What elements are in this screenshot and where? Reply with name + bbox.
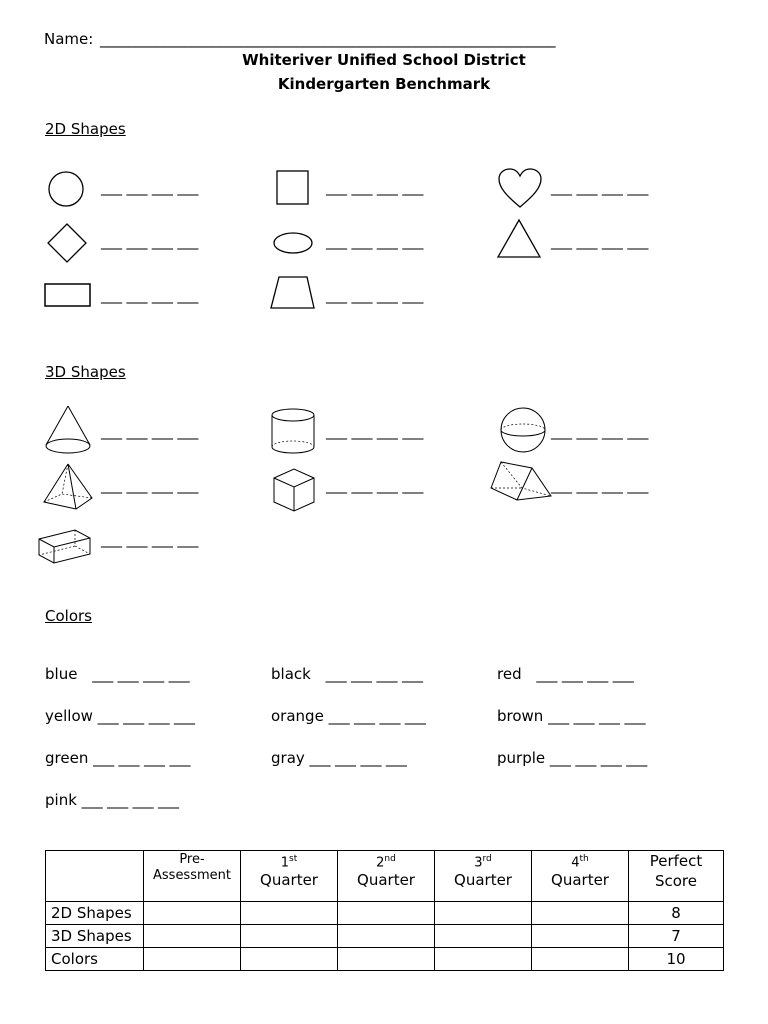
cell-colors-pre[interactable] (144, 948, 241, 971)
section-3d-shapes: 3D Shapes (45, 363, 126, 381)
header-2nd-quarter (338, 851, 435, 902)
blanks-purple[interactable]: ___ ___ ___ ___ (549, 751, 648, 767)
cylinder-shape (268, 406, 318, 458)
rectangular-prism-shape (37, 524, 93, 566)
blanks-pink[interactable]: ___ ___ ___ ___ (81, 793, 180, 809)
cell-colors-perfect: 10 (629, 948, 724, 971)
blanks-yellow[interactable]: ___ ___ ___ ___ (97, 709, 196, 725)
cell-2d-q2[interactable] (338, 902, 435, 925)
header-perfect-label: Perfect (649, 852, 703, 870)
cell-3d-perfect: 7 (629, 925, 724, 948)
header-assessment-label: Assessment (153, 868, 231, 883)
cell-2d-pre[interactable] (144, 902, 241, 925)
cell-colors-q1[interactable] (241, 948, 338, 971)
circle-shape (46, 169, 86, 209)
color-gray-label: gray (271, 749, 305, 767)
header-1st-num: 1st (280, 854, 298, 871)
header-3rd-word: Quarter (454, 871, 512, 890)
blanks-red[interactable]: ___ ___ ___ ___ (536, 667, 634, 683)
triangle-shape (495, 218, 543, 260)
blanks-orange[interactable]: ___ ___ ___ ___ (328, 709, 426, 725)
blanks-circle[interactable]: ___ ___ ___ ___ (101, 180, 199, 196)
color-brown (497, 707, 645, 725)
benchmark-title: Kindergarten Benchmark (277, 75, 491, 93)
pyramid-shape (40, 462, 96, 512)
oval-shape (271, 230, 315, 256)
blanks-cone[interactable]: ___ ___ ___ ___ (101, 424, 199, 440)
cell-2d-q1[interactable] (241, 902, 338, 925)
table-row (46, 925, 724, 948)
cell-colors-q2[interactable] (338, 948, 435, 971)
cell-3d-q1[interactable] (241, 925, 338, 948)
blanks-rectangle[interactable]: ___ ___ ___ ___ (101, 288, 199, 304)
color-gray (271, 749, 407, 767)
section-colors: Colors (45, 607, 92, 625)
blanks-gray[interactable]: ___ ___ ___ ___ (309, 751, 407, 767)
blanks-cube[interactable]: ___ ___ ___ ___ (326, 478, 424, 494)
table-row (46, 902, 724, 925)
cell-3d-q4[interactable] (532, 925, 629, 948)
blanks-blue[interactable]: ___ ___ ___ ___ (92, 667, 190, 683)
diamond-shape (46, 222, 88, 264)
color-pink (45, 791, 179, 809)
header-pre-label: Pre- (179, 852, 205, 867)
triangular-prism-shape (488, 458, 554, 504)
header-3rd-num: 3rd (474, 854, 492, 871)
color-yellow (45, 707, 195, 725)
color-yellow-label: yellow (45, 707, 93, 725)
color-blue (45, 665, 190, 683)
blanks-oval[interactable]: ___ ___ ___ ___ (326, 234, 424, 250)
blanks-triangular-prism[interactable]: ___ ___ ___ ___ (551, 478, 649, 494)
header-4th-quarter (532, 851, 629, 902)
header-1st-word: Quarter (260, 871, 318, 890)
blanks-cylinder[interactable]: ___ ___ ___ ___ (326, 424, 424, 440)
section-2d-shapes: 2D Shapes (45, 120, 126, 138)
blanks-brown[interactable]: ___ ___ ___ ___ (548, 709, 646, 725)
color-purple-label: purple (497, 749, 546, 767)
blanks-diamond[interactable]: ___ ___ ___ ___ (101, 234, 199, 250)
blanks-triangle[interactable]: ___ ___ ___ ___ (551, 234, 649, 250)
cell-colors-q3[interactable] (435, 948, 532, 971)
blanks-square[interactable]: ___ ___ ___ ___ (326, 180, 424, 196)
row-label-3d: 3D Shapes (46, 925, 144, 948)
color-red (497, 665, 634, 683)
blanks-trapezoid[interactable]: ___ ___ ___ ___ (326, 288, 424, 304)
blanks-heart[interactable]: ___ ___ ___ ___ (551, 180, 649, 196)
color-orange (271, 707, 426, 725)
header-pre-assessment (144, 851, 241, 902)
sphere-shape (498, 406, 548, 454)
row-label-2d: 2D Shapes (46, 902, 144, 925)
cell-3d-pre[interactable] (144, 925, 241, 948)
district-title: Whiteriver Unified School District (242, 51, 526, 69)
rectangle-shape (43, 282, 93, 310)
header-4th-num: 4th (571, 854, 589, 871)
cube-shape (270, 466, 318, 514)
color-black-label: black (271, 665, 311, 683)
header-empty (46, 851, 144, 902)
square-shape (275, 169, 311, 207)
blanks-pyramid[interactable]: ___ ___ ___ ___ (101, 478, 199, 494)
header-score-label: Score (654, 872, 697, 890)
header-4th-word: Quarter (551, 871, 609, 890)
cell-colors-q4[interactable] (532, 948, 629, 971)
header-3rd-quarter (435, 851, 532, 902)
color-green (45, 749, 190, 767)
table-row (46, 948, 724, 971)
heart-shape (497, 168, 543, 210)
cell-2d-q4[interactable] (532, 902, 629, 925)
cone-shape (42, 404, 94, 456)
color-pink-label: pink (45, 791, 77, 809)
score-table (45, 850, 724, 971)
header-2nd-num: 2nd (376, 854, 396, 871)
cell-3d-q3[interactable] (435, 925, 532, 948)
row-label-colors: Colors (46, 948, 144, 971)
color-blue-label: blue (45, 665, 78, 683)
blanks-rectangular-prism[interactable]: ___ ___ ___ ___ (101, 532, 199, 548)
cell-3d-q2[interactable] (338, 925, 435, 948)
cell-2d-q3[interactable] (435, 902, 532, 925)
color-red-label: red (497, 665, 522, 683)
blanks-sphere[interactable]: ___ ___ ___ ___ (551, 424, 649, 440)
header-2nd-word: Quarter (357, 871, 415, 890)
color-orange-label: orange (271, 707, 324, 725)
cell-2d-perfect: 8 (629, 902, 724, 925)
color-brown-label: brown (497, 707, 544, 725)
name-blank-line[interactable]: _________________________________________________________________ (100, 30, 555, 48)
table-header-row (46, 851, 724, 902)
blanks-green[interactable]: ___ ___ ___ ___ (93, 751, 191, 767)
color-green-label: green (45, 749, 89, 767)
color-purple (497, 749, 647, 767)
trapezoid-shape (268, 275, 318, 311)
blanks-black[interactable]: ___ ___ ___ ___ (325, 667, 423, 683)
name-label: Name: (44, 30, 94, 48)
header-perfect-score (629, 851, 724, 902)
header-1st-quarter (241, 851, 338, 902)
color-black (271, 665, 423, 683)
